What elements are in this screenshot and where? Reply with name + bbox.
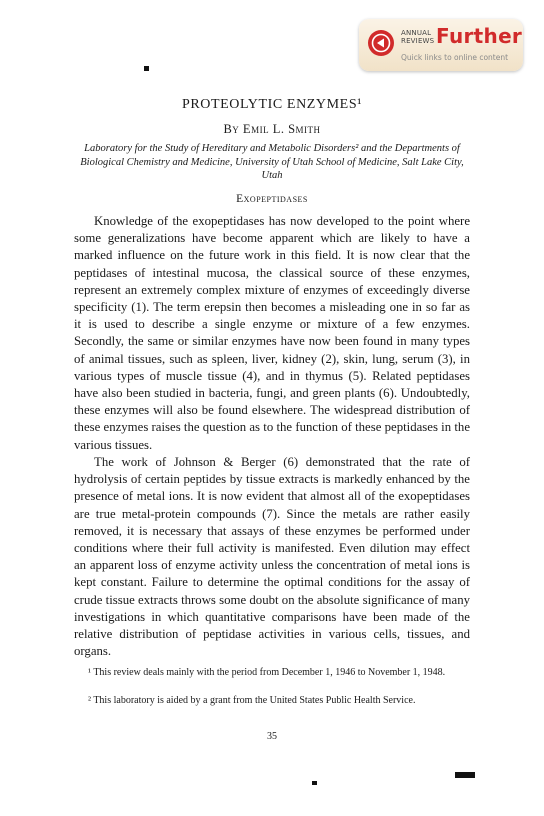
scan-mark-bottom [312,781,317,785]
footnote: ¹ This review deals mainly with the period from December 1, 1946 to November 1, 1948. [88,667,446,678]
body-paragraph: Knowledge of the exopeptidases has now developed to the point where some generalizations have become apparent which are likely to have a marked influence on the future work in this field. It is now clear that the peptidases of intestinal mucosa, the classical source of these enzymes, represent an extremely complex mixture of enzymes of exceedingly diverse specificity (1). The term erepsin then becomes a misleading one in so far as it is used to describe a single enzyme or mixture of a few enzymes. Secondly, the same or similar enzymes have now been found in many types of animal tissues, such as spleen, liver, kidney (2), skin, lung, serum (3), in various types of muscle tissue (4), and in thymus (5). Related peptidases have also been studied in bacteria, fungi, and green plants (6). Undoubtedly, these enzymes will also be found elsewhere. The widespread distribution of these enzymes raises the question as to the function of these peptidases in the various tissues. [74,214,470,452]
article-title: PROTEOLYTIC ENZYMES¹ [181,97,363,112]
page-number: 35 [267,731,277,742]
further-tagline: Quick links to online content [401,53,509,62]
further-banner[interactable] [359,19,523,71]
further-label: Further [436,24,523,48]
footnote: ² This laboratory is aided by a grant from the United States Public Health Service. [88,695,416,706]
annual-label: ANNUAL [401,29,432,37]
body-paragraph: The work of Johnson & Berger (6) demonstrated that the rate of hydrolysis of certain peptides by tissue extracts is markedly enhanced by the presence of metal ions. It is now evident that almost all of the exopeptidases are true metal-protein compounds (7). Since the metals are rather easily removed, it is necessary that assays of these enzymes be performed under conditions where their full activity is manifested. Even dilution may effect an apparent loss of enzyme activity unless the concentration of metal ions is kept constant. Failure to determine the optimal conditions for the assay of crude tissue extracts throws some doubt on the absolute significance of many investigations in which quantitative comparisons have been made of the relative distribution of peptidase activities in various cells, tissues, and organs. [74,455,470,659]
author-byline: By Emil L. Smith [223,122,321,136]
reviews-label: REVIEWS [401,37,435,45]
annual-reviews-logo [401,29,434,45]
scan-bar-bottom [455,772,475,778]
scan-mark-top [144,66,149,71]
play-left-icon [368,30,394,56]
author-affiliation: Laboratory for the Study of Hereditary and Metabolic Disorders² and the Departments of Biological Chemistry and Medicine, University of Utah School of Medicine, Salt Lake City, Utah [80,143,464,181]
section-heading: Exopeptidases [236,193,308,205]
